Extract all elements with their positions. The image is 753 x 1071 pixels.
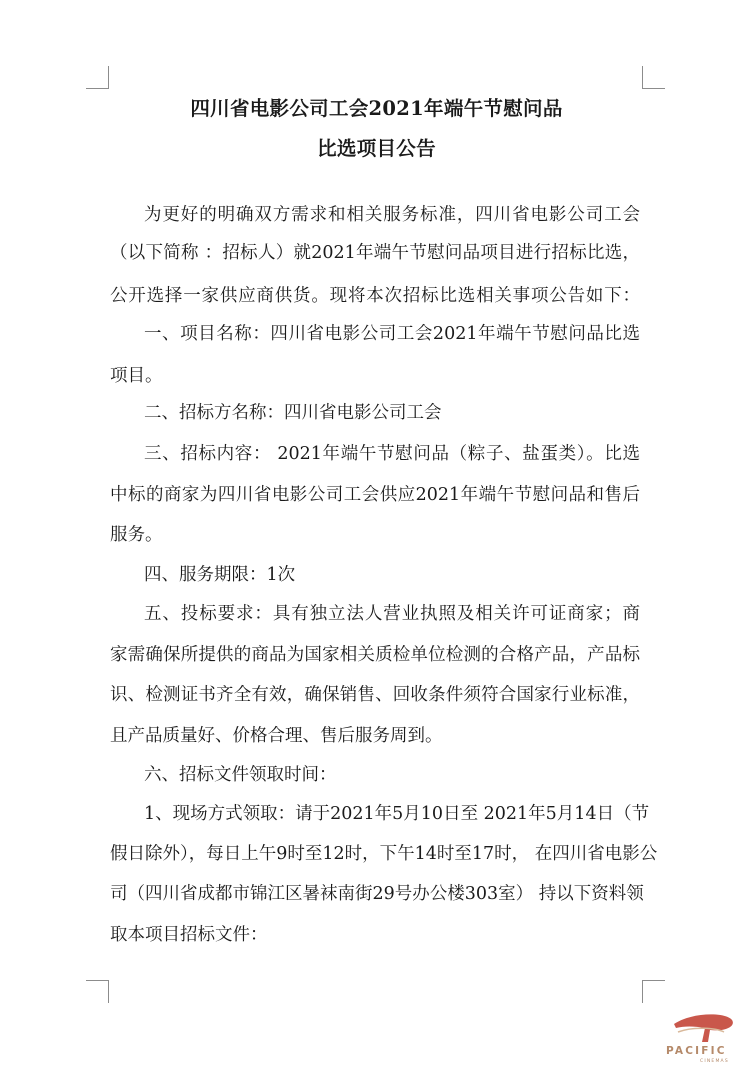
body-line: 取本项目招标文件： bbox=[110, 925, 268, 945]
body-line: 服务。 bbox=[110, 525, 163, 545]
crop-mark-bottom-left bbox=[86, 980, 109, 1003]
body-line: 一、项目名称：四川省电影公司工会2021年端午节慰问品比选 bbox=[144, 324, 640, 344]
pacific-cinemas-logo-icon bbox=[664, 1006, 744, 1066]
crop-mark-bottom-right bbox=[642, 980, 665, 1003]
body-line: 识、检测证书齐全有效，确保销售、回收条件须符合国家行业标准， bbox=[110, 685, 640, 705]
body-line: 三、招标内容： 2021年端午节慰问品（粽子、盐蛋类）。比选 bbox=[144, 444, 640, 464]
body-line: 二、招标方名称：四川省电影公司工会 bbox=[144, 403, 442, 423]
body-line: （以下简称 ：招标人）就2021年端午节慰问品项目进行招标比选， bbox=[110, 243, 640, 263]
body-line: 中标的商家为四川省电影公司工会供应2021年端午节慰问品和售后 bbox=[110, 485, 640, 505]
document-title-line-2: 比选项目公告 bbox=[317, 137, 436, 160]
body-line: 公开选择一家供应商供货。现将本次招标比选相关事项公告如下： bbox=[110, 286, 640, 306]
crop-mark-top-left bbox=[86, 66, 109, 89]
body-line: 为更好的明确双方需求和相关服务标准，四川省电影公司工会 bbox=[144, 205, 640, 225]
body-line: 假日除外），每日上午9时至12时，下午14时至17时， 在四川省电影公 bbox=[110, 844, 658, 864]
body-line: 四、服务期限：1次 bbox=[144, 565, 296, 585]
watermark-sub: CINEMAS bbox=[700, 1059, 729, 1064]
crop-mark-top-right bbox=[642, 66, 665, 89]
body-line: 六、招标文件领取时间： bbox=[144, 765, 337, 785]
body-line: 1、现场方式领取：请于2021年5月10日至 2021年5月14日（节 bbox=[144, 804, 650, 824]
body-line: 且产品质量好、价格合理、售后服务周到。 bbox=[110, 726, 443, 746]
watermark-brand: PACIFIC bbox=[666, 1045, 727, 1057]
body-line: 项目。 bbox=[110, 366, 163, 386]
body-line: 五、投标要求：具有独立法人营业执照及相关许可证商家；商 bbox=[144, 604, 640, 624]
body-line: 家需确保所提供的商品为国家相关质检单位检测的合格产品，产品标 bbox=[110, 645, 640, 665]
document-title-line-1: 四川省电影公司工会2021年端午节慰问品 bbox=[190, 97, 563, 120]
body-line: 司（四川省成都市锦江区暑袜南街29号办公楼303室） 持以下资料领 bbox=[110, 884, 644, 904]
